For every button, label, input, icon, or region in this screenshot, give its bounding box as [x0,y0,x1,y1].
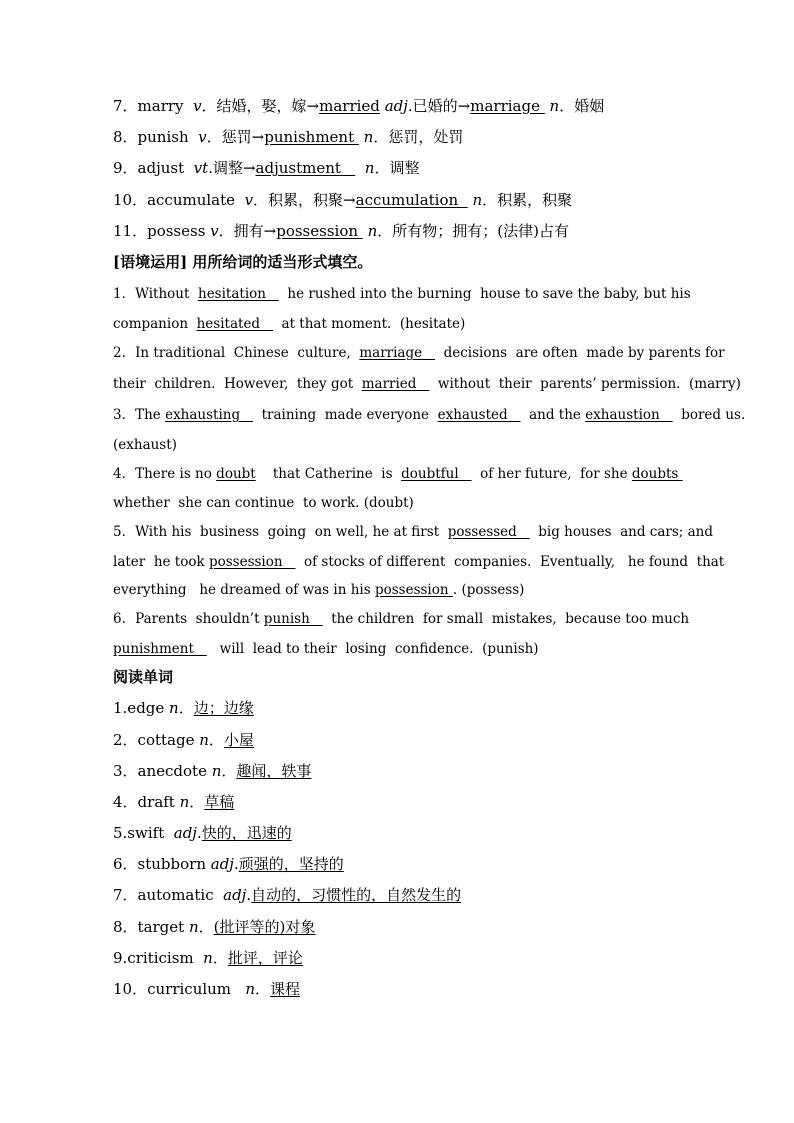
text-segment: of her future, for she [471,466,632,482]
answer-blank: 自动的，习惯性的，自然发生的 [251,886,462,904]
text-segment: 8．target [113,918,189,936]
text-segment: 9．adjust [113,159,194,177]
answer-blank: possessed [447,524,530,540]
exercise-line [113,640,539,658]
answer-blank: married [319,97,380,115]
text-segment: ． [208,731,224,749]
text-segment: and the [520,407,586,423]
reading-word-line [113,762,311,780]
answer-blank: punishment [113,641,207,657]
part-of-speech: adj [173,824,197,842]
text-segment: that Catherine is [255,466,402,482]
exercise-line [113,610,689,628]
answer-blank: 课程 [270,980,301,998]
text-segment: companion [113,316,197,332]
text-segment: 5．With his business going on well, he at first [113,524,448,540]
answer-blank: hesitation [198,286,279,302]
text-segment: 6．stubborn [113,855,211,873]
text-segment: 6．Parents shouldn’t [113,611,264,627]
answer-blank: punish [263,611,323,627]
text-segment: ．拥有→ [218,222,277,240]
text-segment: (exhaust) [113,437,177,453]
answer-blank: (批评等的)对象 [213,918,316,936]
text-segment: 7．marry [113,97,194,115]
answer-blank: accumulation [355,191,468,209]
answer-blank: married [361,376,430,392]
text-segment: 1．Without [113,286,198,302]
text-segment: 7．automatic [113,886,224,904]
part-of-speech: v [193,97,202,115]
answer-blank: doubtful [401,466,472,482]
answer-blank: 快的，迅速的 [201,824,292,842]
text-segment: big houses and cars; and [529,524,713,540]
part-of-speech: v [210,222,219,240]
text-segment: 4．There is no [113,466,217,482]
text-segment: 2．In traditional Chinese culture, [113,345,360,361]
reading-word-line [113,793,234,811]
text-segment: ．积累，积聚→ [253,191,356,209]
text-segment: 8．punish [113,128,199,146]
text-segment: .已婚的→ [407,97,471,115]
exercise-line [113,581,524,599]
text-segment: everything he dreamed of was in his [113,582,375,598]
text-segment: . [246,886,252,904]
text-segment: ． [198,918,214,936]
answer-blank: 趣闻，轶事 [236,762,312,780]
reading-word-line [113,699,254,717]
part-of-speech: v [198,128,207,146]
part-of-speech: n [169,699,179,717]
exercise-line [113,523,713,541]
vocab-line [113,191,572,209]
part-of-speech: adj [384,97,408,115]
answer-blank: exhausted [437,407,521,423]
answer-blank: punishment [264,128,359,146]
text-segment: ．惩罚，处罚 [373,128,464,146]
reading-word-line [113,886,461,904]
answer-blank: possession [374,582,453,598]
part-of-speech: n [211,762,222,780]
text-segment: 10．curriculum [113,980,246,998]
part-of-speech: n [363,128,374,146]
text-segment: later he took [113,554,209,570]
answer-blank: doubt [216,466,256,482]
exercise-line [113,406,745,424]
text-segment: ．婚姻 [559,97,605,115]
answer-blank: hesitated [196,316,273,332]
text-segment: . [196,824,202,842]
answer-blank: possession [208,554,296,570]
text-segment: ．积累，积聚 [482,191,573,209]
vocab-line [113,128,463,146]
text-segment: without their parents’ permission. (marry) [429,376,741,392]
text-segment: ． [212,949,228,967]
answer-blank: doubts [631,466,683,482]
text-segment: the children for small mistakes, because too much [322,611,690,627]
reading-word-line [113,949,303,967]
part-of-speech: n [549,97,560,115]
vocab-line [113,222,569,240]
text-segment: 5.swift [113,824,174,842]
text-segment: . [233,855,239,873]
exercise-line [113,285,691,303]
text-segment: 3．anecdote [113,762,212,780]
text-segment: 1.edge [113,699,170,717]
text-segment: he rushed into the burning house to save the baby, but his [278,286,691,302]
answer-blank: marriage [470,97,545,115]
part-of-speech: n [245,980,256,998]
reading-word-line [113,824,292,842]
text-segment: 11．possess [113,222,211,240]
answer-blank: 草稿 [204,793,235,811]
text-segment: .调整→ [208,159,256,177]
text-segment: at that moment. (hesitate) [272,316,466,332]
exercise-line [113,375,741,393]
exercise-line [113,315,465,333]
text-segment: ． [255,980,271,998]
text-segment: 9.criticism [113,949,204,967]
section-heading-reading: 阅读单词 [113,668,174,686]
answer-blank: 批评，评论 [227,949,303,967]
text-segment: 10．accumulate [113,191,245,209]
text-segment: their children. However, they got [113,376,362,392]
part-of-speech: n [203,949,213,967]
text-segment: ．调整 [374,159,420,177]
exercise-line [113,436,177,454]
exercise-line [113,553,724,571]
part-of-speech: n [364,159,375,177]
text-segment: 4．draft [113,793,180,811]
reading-word-line [113,731,254,749]
text-segment: bored us. [672,407,746,423]
part-of-speech: n [367,222,378,240]
text-segment: will lead to their losing confidence. (punish) [206,641,539,657]
reading-word-line [113,918,315,936]
answer-blank: possession [276,222,363,240]
answer-blank: 小屋 [223,731,254,749]
text-segment: whether she can continue to work. (doubt) [113,495,414,511]
part-of-speech: n [472,191,483,209]
text-segment: ．结婚，娶，嫁→ [201,97,320,115]
part-of-speech: v [244,191,254,209]
text-segment: ． [178,699,194,717]
text-segment: training made everyone [253,407,438,423]
answer-blank: exhausting [165,407,253,423]
text-segment: ． [189,793,205,811]
answer-blank: marriage [359,345,435,361]
exercise-line [113,344,725,362]
answer-blank: 顽强的，坚持的 [238,855,344,873]
text-segment: . (possess) [452,582,525,598]
text-segment [355,159,365,177]
text-segment: 3．The [113,407,166,423]
part-of-speech: n [199,731,209,749]
text-segment: decisions are often made by parents for [434,345,725,361]
reading-word-line [113,980,300,998]
text-segment: ． [221,762,237,780]
part-of-speech: n [188,918,199,936]
part-of-speech: adj [210,855,234,873]
answer-blank: exhaustion [585,407,673,423]
reading-word-line [113,855,344,873]
exercise-line [113,465,683,483]
vocab-line [113,97,604,115]
part-of-speech: n [179,793,190,811]
answer-blank: adjustment [255,159,356,177]
text-segment: ．惩罚→ [206,128,265,146]
text-segment: 2．cottage [113,731,200,749]
text-segment: of stocks of different companies. Eventually, he found that [295,554,725,570]
part-of-speech: adj [223,886,247,904]
exercise-line [113,494,414,512]
answer-blank: 边；边缘 [193,699,254,717]
vocab-line [113,159,419,177]
text-segment: ．所有物；拥有；(法律)占有 [377,222,569,240]
part-of-speech: vt [193,159,209,177]
section-heading-context: [语境运用] 用所给词的适当形式填空。 [113,253,373,271]
